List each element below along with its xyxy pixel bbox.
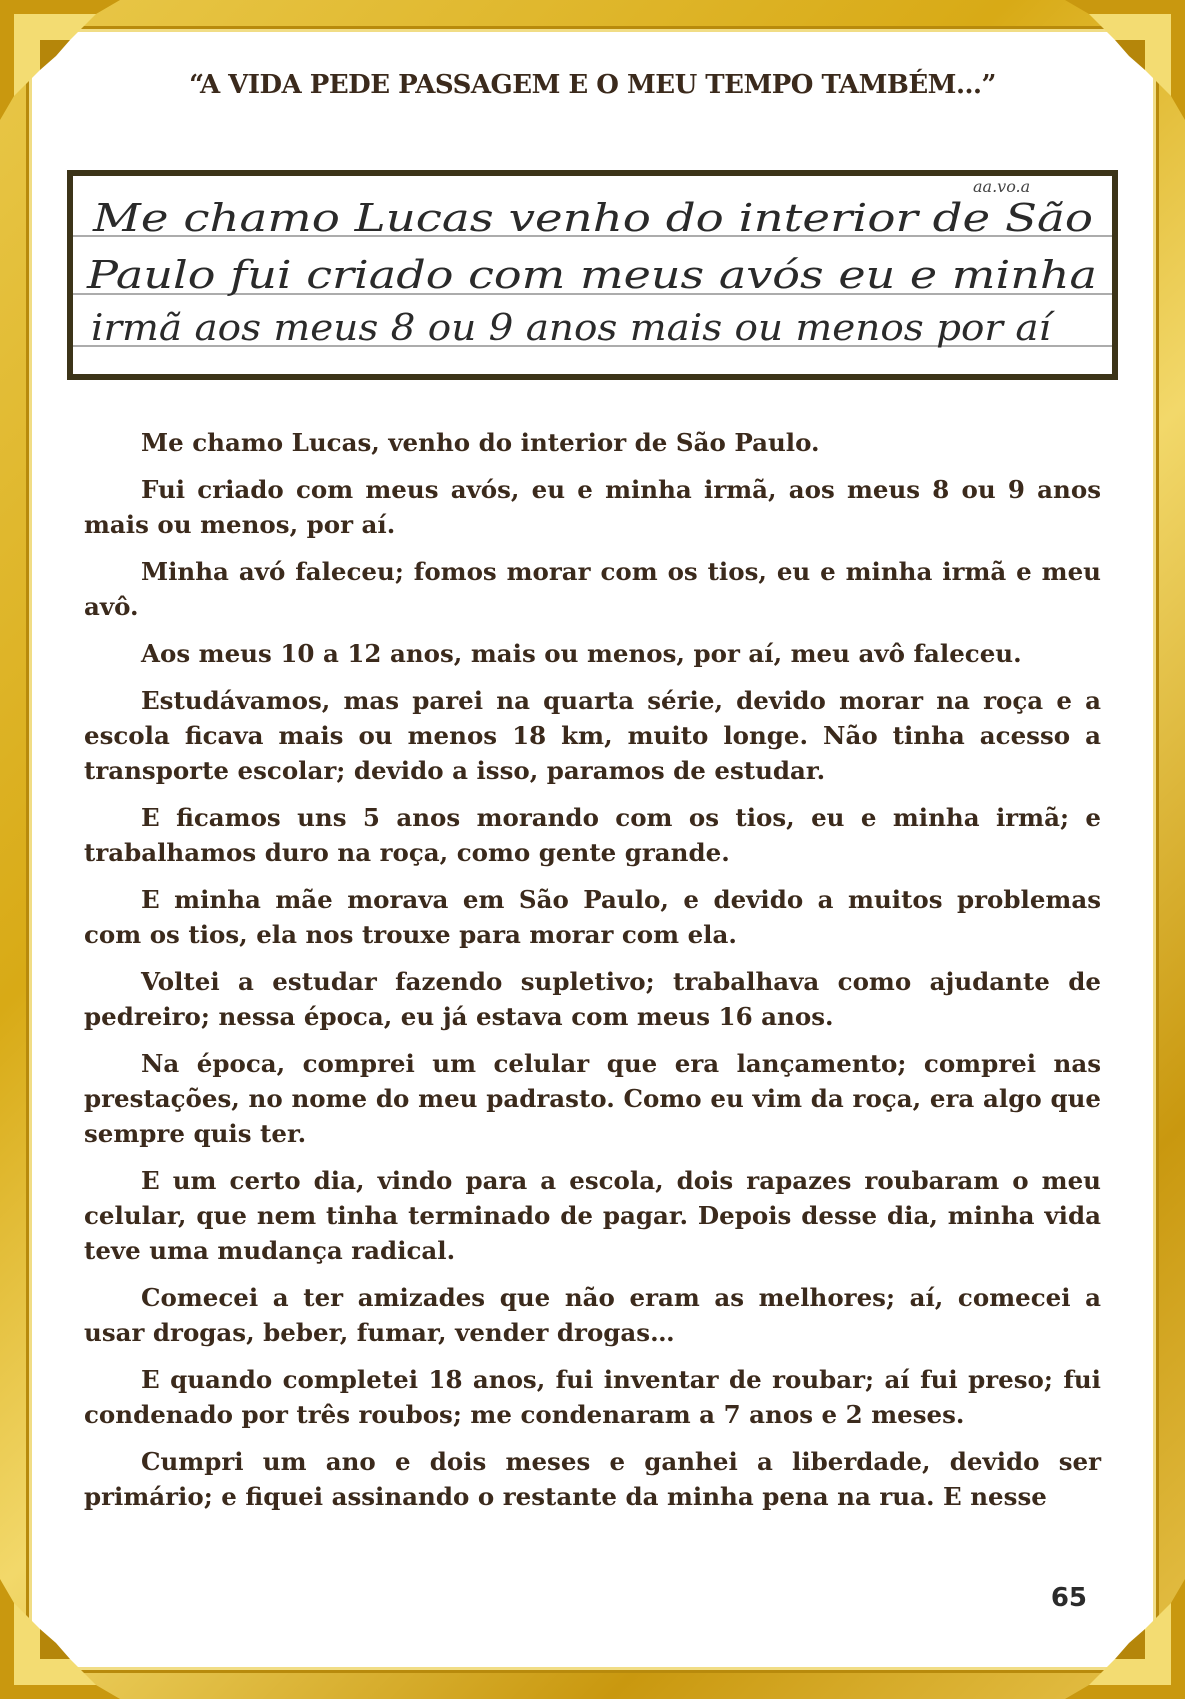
handwriting-line-3: irmã aos meus 8 ou 9 anos mais ou menos por aí: [91, 308, 1056, 349]
paragraph: Me chamo Lucas, venho do interior de São Paulo.: [141, 428, 820, 457]
body-text: [84, 425, 1101, 1526]
handwriting-line-1: Me chamo Lucas venho do interior de São: [91, 196, 1093, 240]
paragraph: E ficamos uns 5 anos morando com os tios, eu e minha irmã; e trabalhamos duro na roça, como gente grande.: [84, 803, 1101, 867]
paragraph: E quando completei 18 anos, fui inventar de roubar; aí fui preso; fui condenado por três roubos; me condenaram a 7 anos e 2 meses.: [84, 1365, 1101, 1429]
corner-ornament-top-right: [1065, 0, 1185, 120]
running-title: “A VIDA PEDE PASSAGEM E O MEU TEMPO TAMBÉM…”: [189, 70, 996, 100]
paragraph: Comecei a ter amizades que não eram as melhores; aí, comecei a usar drogas, beber, fumar, vender drogas…: [84, 1283, 1101, 1347]
paragraph: E minha mãe morava em São Paulo, e devido a muitos problemas com os tios, ela nos trouxe para morar com ela.: [84, 885, 1101, 949]
handwritten-manuscript-image: [67, 170, 1118, 380]
paragraph: Estudávamos, mas parei na quarta série, devido morar na roça e a escola ficava mais ou menos 18 km, muito longe. Não tinha acesso a transporte escolar; devido a isso, paramos de estudar.: [84, 686, 1101, 785]
corner-ornament-top-left: [0, 0, 120, 120]
paragraph: Na época, comprei um celular que era lançamento; comprei nas prestações, no nome do meu padrasto. Como eu vim da roça, era algo que sempre quis ter.: [84, 1049, 1101, 1148]
corner-ornament-bottom-left: [0, 1579, 120, 1699]
paragraph: Voltei a estudar fazendo supletivo; trabalhava como ajudante de pedreiro; nessa época, eu já estava com meus 16 anos.: [84, 967, 1101, 1031]
handwriting-line-2: Paulo fui criado com meus avós eu e minha: [85, 253, 1097, 297]
paragraph: Fui criado com meus avós, eu e minha irmã, aos meus 8 ou 9 anos mais ou menos, por aí.: [84, 475, 1101, 539]
paragraph: Cumpri um ano e dois meses e ganhei a liberdade, devido ser primário; e fiquei assinando o restante da minha pena na rua. E nesse: [84, 1447, 1101, 1511]
paragraph: E um certo dia, vindo para a escola, dois rapazes roubaram o meu celular, que nem tinha terminado de pagar. Depois desse dia, minha vida teve uma mudança radical.: [84, 1166, 1101, 1265]
handwriting-sheet: [73, 176, 1112, 374]
paragraph: Aos meus 10 a 12 anos, mais ou menos, por aí, meu avô faleceu.: [141, 639, 1022, 668]
handwriting-date-mark: aa.vo.a: [973, 177, 1031, 196]
paragraph: Minha avó faleceu; fomos morar com os tios, eu e minha irmã e meu avô.: [84, 557, 1101, 621]
page-number: 65: [1050, 1583, 1087, 1613]
